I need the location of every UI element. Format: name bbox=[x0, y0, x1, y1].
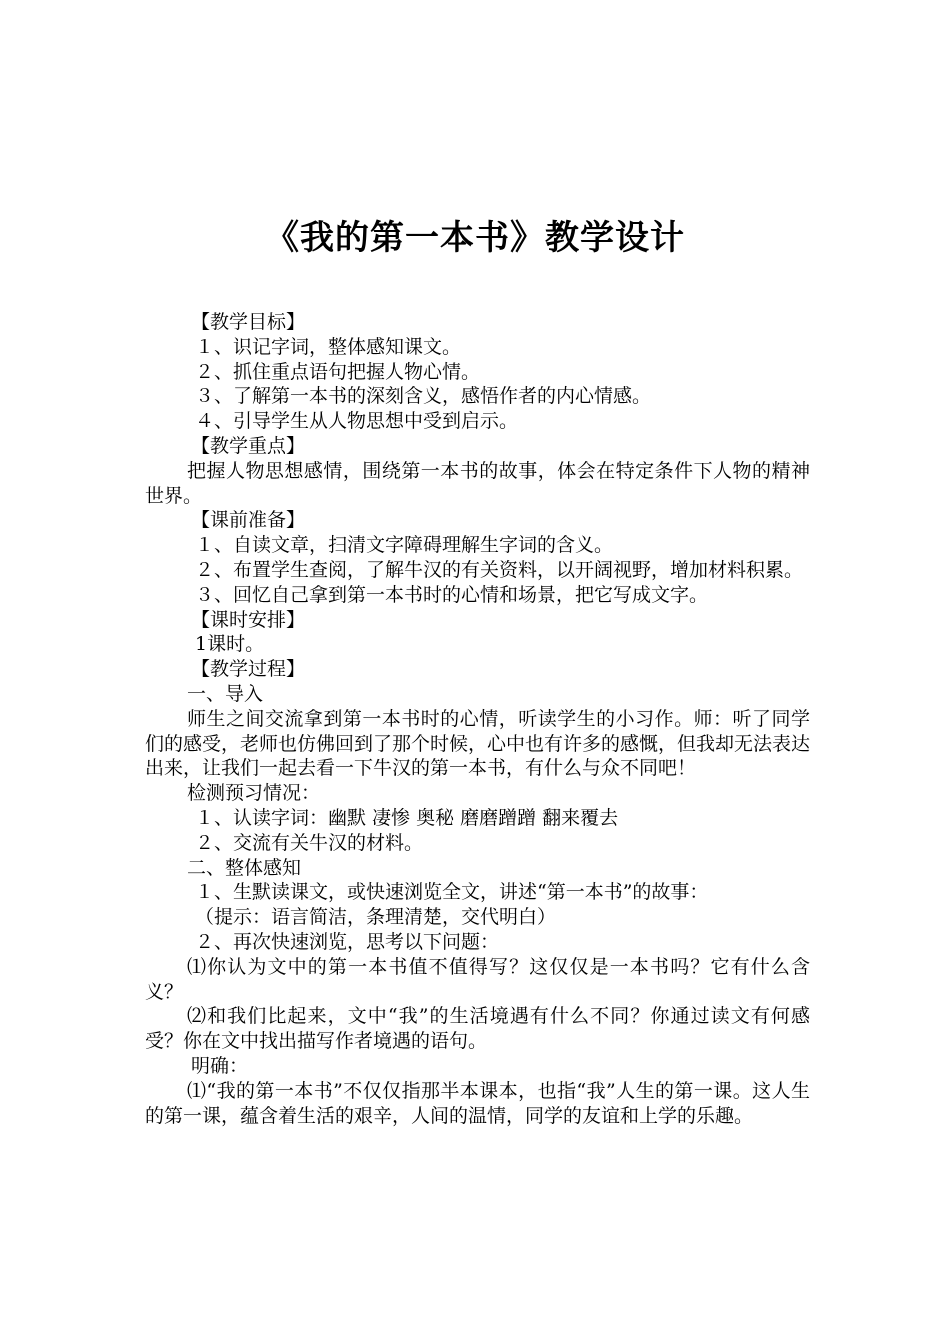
section-heading-objectives: 【教学目标】 bbox=[191, 311, 306, 333]
answer-1: ⑴“我的第一本书”不仅仅指那半本课本，也指“我”人生的第一课。这人生的第一课，蕴含着生活的艰辛，人间的温情，同学的友谊和上学的乐趣。 bbox=[145, 1079, 810, 1127]
process-step-intro-heading: 一、导入 bbox=[187, 682, 264, 705]
preview-item-2: ２、交流有关牛汉的材料。 bbox=[195, 831, 424, 854]
preparation-item-3: ３、回忆自己拿到第一本书时的心情和场景，把它写成文字。 bbox=[195, 583, 709, 606]
overview-item-1: １、生默读课文，或快速浏览全文，讲述“第一本书”的故事： bbox=[195, 881, 709, 904]
overview-item-2: ２、再次快速浏览，思考以下问题： bbox=[195, 930, 500, 953]
objective-item-3: ３、了解第一本书的深刻含义，感悟作者的内心情感。 bbox=[195, 385, 652, 408]
preview-item-1: １、认读字词：幽默 凄惨 奥秘 磨磨蹭蹭 翻来覆去 bbox=[195, 806, 619, 829]
section-heading-preparation: 【课前准备】 bbox=[191, 509, 306, 532]
objective-item-1: １、识记字词，整体感知课文。 bbox=[195, 335, 462, 358]
schedule-text: 1课时。 bbox=[195, 633, 265, 656]
question-2: ⑵和我们比起来，文中“我”的生活境遇有什么不同？你通过读文有何感受？你在文中找出描写作者境遇的语句。 bbox=[145, 1005, 810, 1053]
preparation-item-2: ２、布置学生查阅，了解牛汉的有关资料，以开阔视野，增加材料积累。 bbox=[195, 558, 804, 581]
key-points-paragraph: 把握人物思想感情，围绕第一本书的故事，体会在特定条件下人物的精神世界。 bbox=[145, 459, 810, 507]
process-step-overview-heading: 二、整体感知 bbox=[187, 856, 302, 879]
section-heading-key-points: 【教学重点】 bbox=[191, 434, 306, 457]
answer-heading: 明确： bbox=[191, 1054, 249, 1077]
objective-item-4: ４、引导学生从人物思想中受到启示。 bbox=[195, 410, 519, 433]
section-heading-schedule: 【课时安排】 bbox=[191, 608, 306, 631]
document-title: 《我的第一本书》教学设计 bbox=[265, 218, 685, 258]
section-heading-process: 【教学过程】 bbox=[191, 658, 306, 681]
overview-hint: （提示：语言简洁，条理清楚，交代明白） bbox=[195, 906, 557, 929]
preparation-item-1: １、自读文章，扫清文字障碍理解生字词的含义。 bbox=[195, 534, 614, 557]
question-1: ⑴你认为文中的第一本书值不值得写？这仅仅是一本书吗？它有什么含义？ bbox=[145, 955, 810, 1003]
document-body bbox=[145, 310, 810, 1128]
objective-item-2: ２、抓住重点语句把握人物心情。 bbox=[195, 360, 481, 383]
intro-paragraph: 师生之间交流拿到第一本书时的心情，听读学生的小习作。师：听了同学们的感受，老师也仿佛回到了那个时候，心中也有许多的感慨，但我却无法表达出来，让我们一起去看一下牛汉的第一本书，有什么与众不同吧！ bbox=[145, 707, 811, 780]
preview-check-heading: 检测预习情况： bbox=[187, 782, 321, 805]
